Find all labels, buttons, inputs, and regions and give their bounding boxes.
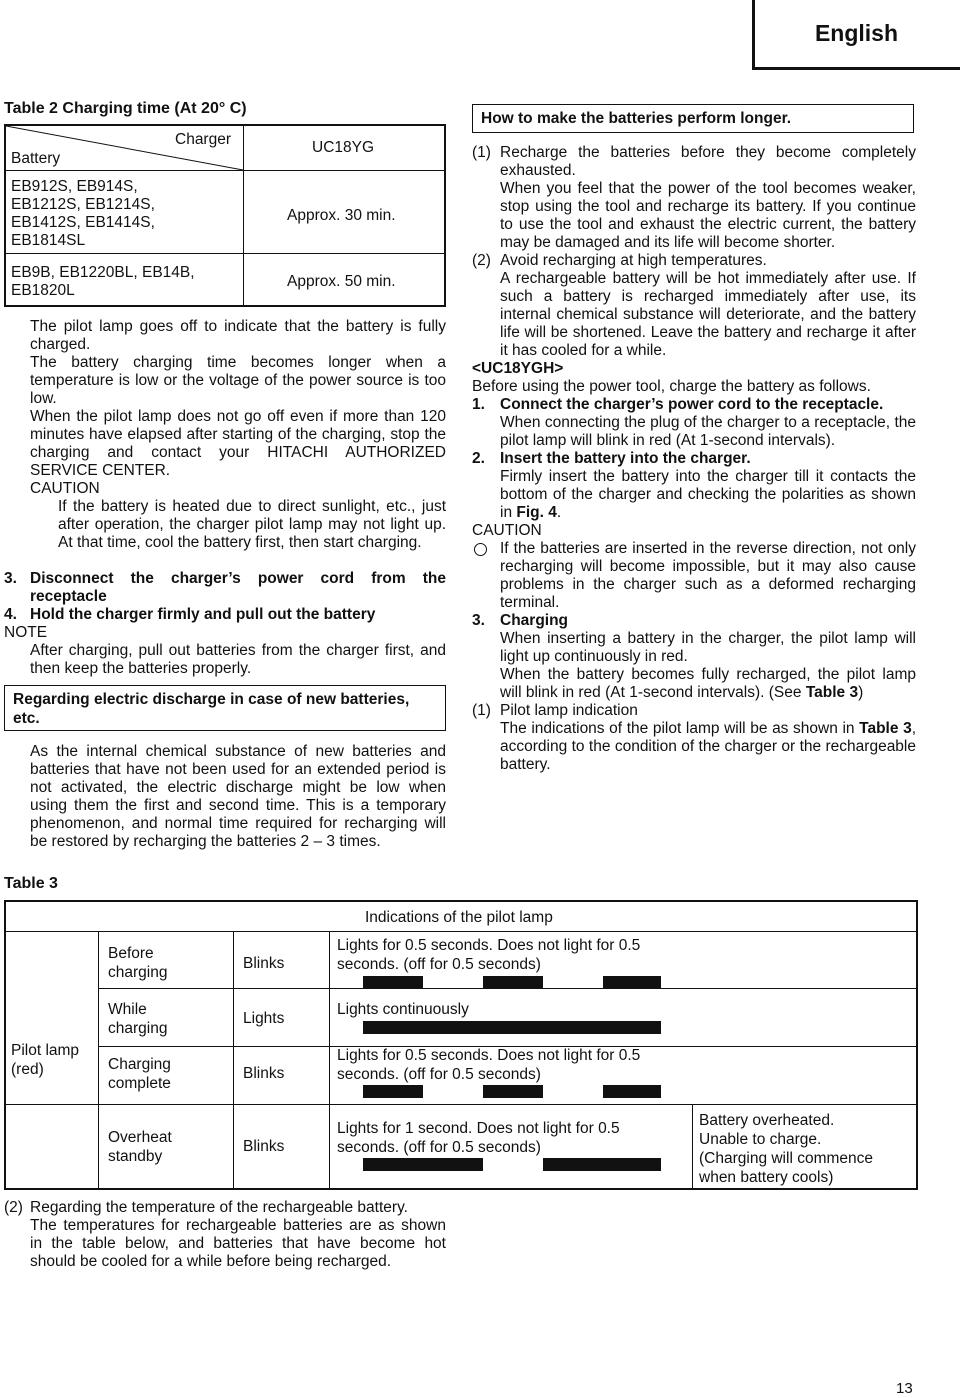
paragraph-charging-time: The battery charging time becomes longer when a temperature is low or the voltage of the power source is too low. bbox=[30, 354, 446, 407]
language-label: English bbox=[814, 20, 898, 46]
circle-bullet-icon bbox=[474, 543, 487, 556]
lamp-continuous-segment bbox=[363, 1021, 661, 1034]
step3: 3. Disconnect the charger’s power cord from the receptacle bbox=[4, 570, 446, 605]
mode-blinks-2: Blinks bbox=[243, 1065, 285, 1082]
new-batteries-box-title: Regarding electric discharge in case of new batteries, etc. bbox=[4, 685, 446, 731]
table3-label: Table 3 bbox=[4, 875, 58, 892]
pilot-lamp-label: Pilot lamp (red) bbox=[11, 1042, 80, 1078]
table2-model-header: UC18YG bbox=[312, 139, 375, 156]
right-step1: 1. Connect the charger’s power cord to the receptacle. When connecting the plug of the charger to a receptacle, the pilot lamp will blink in red (At 1-second intervals). bbox=[472, 396, 916, 449]
table3-header: Indications of the pilot lamp bbox=[365, 909, 553, 926]
table2-row1-batteries: EB912S, EB914S, EB1212S, EB1214S, EB1412S, EB1414S, EB1814SL bbox=[11, 178, 155, 249]
state-before-charging: Before charging bbox=[108, 945, 168, 981]
table2-row1-time: Approx. 30 min. bbox=[287, 207, 396, 224]
paragraph-contact-service: When the pilot lamp does not go off even if more than 120 minutes have elapsed after starting of the charging, stop the charging and contact your HITACHI AUTHORIZED SERVICE CENTER. bbox=[30, 408, 446, 479]
right-step3: 3. Charging When inserting a battery in the charger, the pilot lamp will light up continuously in red. When the battery becomes fully recharged, the pilot lamp will blink in red (At 1-second intervals). (See Table 3) bbox=[472, 612, 916, 701]
desc-while-charging: Lights continuously bbox=[337, 1001, 469, 1018]
mode-lights: Lights bbox=[243, 1010, 285, 1027]
caution-label: CAUTION bbox=[30, 480, 100, 497]
desc-overheat-standby: Lights for 1 second. Does not light for 0.5 seconds. (off for 0.5 seconds) bbox=[337, 1120, 620, 1156]
table2-title: Table 2 Charging time (At 20° C) bbox=[4, 100, 247, 117]
item-2: (2) Avoid recharging at high temperatures. A rechargeable battery will be hot immediately after use. If such a battery is recharged immediately after use, its internal chemical substance will deteriorate, and the battery life will be shortened. Leave the battery and recharge it after it has cooled for a while. bbox=[472, 252, 916, 359]
language-tab bbox=[752, 0, 960, 70]
perform-longer-box-title: How to make the batteries perform longer. bbox=[472, 104, 914, 133]
model-label: <UC18YGH> bbox=[472, 360, 564, 377]
desc-charging-complete: Lights for 0.5 seconds. Does not light for 0.5 seconds. (off for 0.5 seconds) bbox=[337, 1047, 641, 1083]
lamp-on-segment bbox=[483, 976, 543, 989]
table2-row2-batteries: EB9B, EB1220BL, EB14B, EB1820L bbox=[11, 264, 195, 299]
state-charging-complete: Charging complete bbox=[108, 1056, 171, 1092]
lamp-on-segment bbox=[603, 1085, 661, 1098]
table2-row2-time: Approx. 50 min. bbox=[287, 273, 396, 290]
temperature-item: (2) Regarding the temperature of the rechargeable battery. The temperatures for rechargeable batteries are as shown in the table below, and batteries that have become hot should be cooled for a while before being recharged. bbox=[4, 1199, 446, 1270]
note-text: After charging, pull out batteries from the charger first, and then keep the batteries properly. bbox=[30, 642, 446, 677]
state-while-charging: While charging bbox=[108, 1001, 168, 1037]
caution-text: If the battery is heated due to direct sunlight, etc., just after operation, the charger pilot lamp may not light up. At that time, cool the battery first, then start charging. bbox=[58, 498, 446, 551]
right-caution: If the batteries are inserted in the reverse direction, not only recharging will become impossible, but it may also cause problems in the charger such as a deformed recharging terminal. bbox=[472, 540, 916, 612]
lamp-on-segment bbox=[603, 976, 661, 989]
table3 bbox=[4, 900, 918, 1190]
desc-before-charging: Lights for 0.5 seconds. Does not light for 0.5 seconds. (off for 0.5 seconds) bbox=[337, 937, 641, 973]
overheat-note: Battery overheated. Unable to charge. (Charging will commence when battery cools) bbox=[699, 1112, 874, 1186]
left-column bbox=[30, 318, 446, 552]
step4: 4. Hold the charger firmly and pull out the battery bbox=[4, 606, 376, 623]
mode-blinks-1: Blinks bbox=[243, 955, 285, 972]
table2 bbox=[4, 124, 446, 307]
state-overheat-standby: Overheat standby bbox=[108, 1129, 172, 1165]
intro-text: Before using the power tool, charge the battery as follows. bbox=[472, 378, 871, 395]
note-label: NOTE bbox=[4, 624, 48, 641]
lamp-on-segment bbox=[363, 1158, 483, 1171]
table2-corner-battery: Battery bbox=[11, 150, 61, 167]
pilot-lamp-indication: (1) Pilot lamp indication The indications of the pilot lamp will be as shown in Table 3, according to the condition of the charger or the rechargeable battery. bbox=[472, 702, 916, 773]
mode-blinks-3: Blinks bbox=[243, 1138, 285, 1155]
table2-corner-charger: Charger bbox=[175, 131, 231, 148]
lamp-on-segment bbox=[363, 1085, 423, 1098]
new-batteries-paragraph: As the internal chemical substance of new batteries and batteries that have not been used for an extended period is not activated, the electric discharge might be low when using them the first and second time. This is a temporary phenomenon, and normal time required for recharging will be restored by recharging the batteries 2 – 3 times. bbox=[30, 743, 446, 850]
page-number: 13 bbox=[896, 1380, 913, 1397]
right-caution-label: CAUTION bbox=[472, 522, 542, 539]
right-step2: 2. Insert the battery into the charger. Firmly insert the battery into the charger till it contacts the bottom of the charger and checking the polarities as shown in Fig. 4. bbox=[472, 450, 916, 521]
lamp-on-segment bbox=[483, 1085, 543, 1098]
paragraph-pilot-off: The pilot lamp goes off to indicate that the battery is fully charged. bbox=[30, 318, 446, 353]
note-block bbox=[4, 624, 446, 678]
right-column bbox=[472, 144, 916, 774]
lamp-on-segment bbox=[363, 976, 423, 989]
item-1: (1) Recharge the batteries before they become completely exhausted. When you feel that the power of the tool becomes weaker, stop using the tool and recharge its battery. If you continue to use the tool and exhaust the electric current, the battery may be damaged and its life will become shorter. bbox=[472, 144, 916, 251]
lamp-on-segment bbox=[543, 1158, 661, 1171]
